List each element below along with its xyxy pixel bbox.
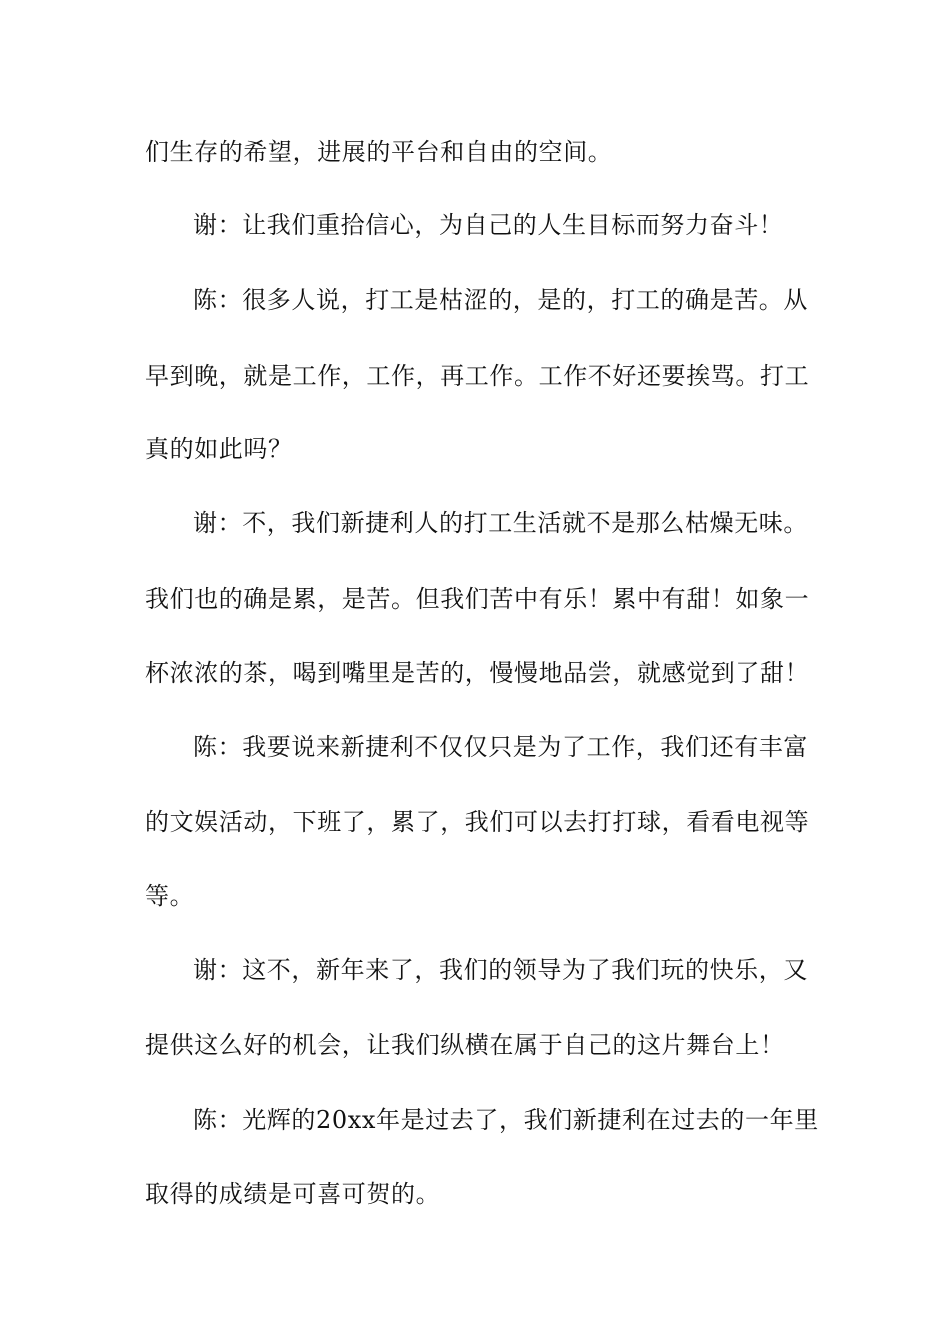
text-line: 陈：光辉的20xx年是过去了，我们新捷利在过去的一年里 — [193, 1106, 819, 1134]
text-line: 取得的成绩是可喜可贺的。 — [145, 1180, 441, 1208]
text-line: 们生存的希望，进展的平台和自由的空间。 — [145, 138, 613, 166]
text-line: 陈：我要说来新捷利不仅仅只是为了工作，我们还有丰富 — [193, 733, 808, 761]
text-line: 杯浓浓的茶，喝到嘴里是苦的，慢慢地品尝，就感觉到了甜！ — [145, 659, 810, 687]
text-line: 早到晚，就是工作，工作，再工作。工作不好还要挨骂。打工 — [145, 362, 810, 390]
text-line: 陈：很多人说，打工是枯涩的，是的，打工的确是苦。从 — [193, 286, 808, 314]
text-line: 的文娱活动，下班了，累了，我们可以去打打球，看看电视等 — [145, 808, 810, 836]
text-line: 我们也的确是累，是苦。但我们苦中有乐！累中有甜！如象一 — [145, 585, 810, 613]
text-line: 谢：这不，新年来了，我们的领导为了我们玩的快乐，又 — [193, 956, 808, 984]
text-line: 谢：不，我们新捷利人的打工生活就不是那么枯燥无味。 — [193, 509, 808, 537]
text-line: 真的如此吗？ — [145, 435, 293, 463]
text-line: 谢：让我们重拾信心，为自己的人生目标而努力奋斗！ — [193, 211, 784, 239]
text-line: 等。 — [145, 882, 195, 910]
text-line: 提供这么好的机会，让我们纵横在属于自己的这片舞台上！ — [145, 1031, 785, 1059]
